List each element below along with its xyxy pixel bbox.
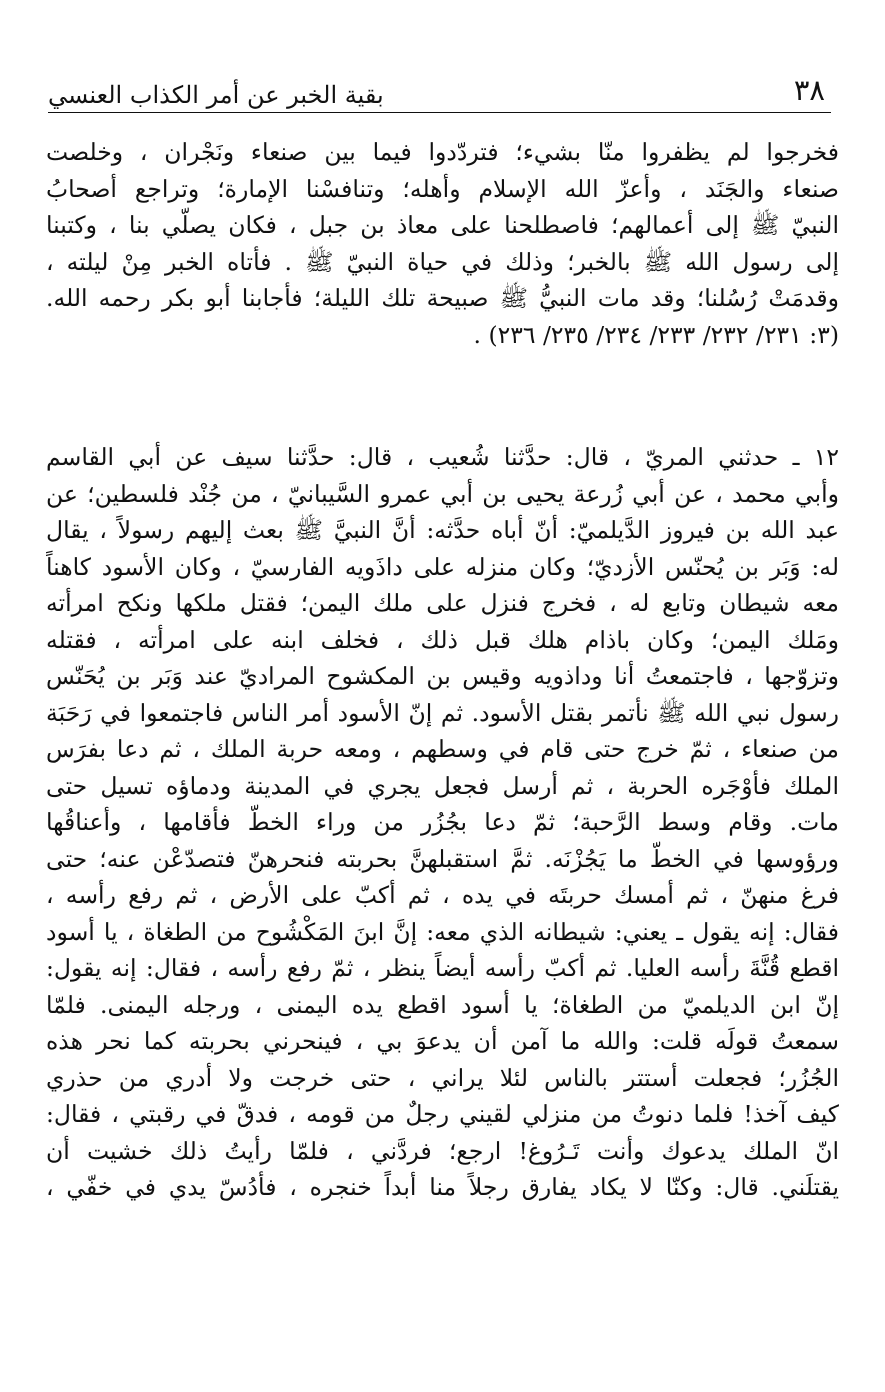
text-line: ومَلك اليمن؛ وكان باذام هلك قبل ذلك ، فخلف ابنه على امرأته ، فقتله: [46, 625, 839, 654]
text-line: وأبي محمد ، عن أبي زُرعة يحيى بن أبي عمرو السَّيبانيّ ، من جُنْد فلسطين؛ عن: [46, 479, 839, 508]
text-line: مات. وقام وسط الرَّحبة؛ ثمّ دعا بجُزُر من وراء الخطّ فأقامها ، وأعناقُها: [46, 808, 839, 836]
running-title: بقية الخبر عن أمر الكذاب العنسي: [48, 81, 384, 109]
text-line: ورؤوسها في الخطّ ما يَجُزْنَه. ثمَّ استقبلهنَّ بحربته فنحرهنّ فتصدّعْن عنه؛ حتى: [46, 844, 839, 873]
text-line: وتزوّجها ، فاجتمعتُ أنا وداذويه وقيس بن المكشوح المراديّ عند وَبَر بن يُحَنّس: [46, 662, 839, 690]
paragraph-12: [46, 439, 839, 1206]
text-line: كيف آخذ! فلما دنوتُ من منزلي لقيني رجلٌ من قومه ، فدقّ في رقبتي ، فقال:: [46, 1100, 839, 1128]
text-line: سمعتُ قولَه قلت: والله ما آمن أن يدعوَ بي ، فينحرني بحربته كما نحر هذه: [46, 1027, 839, 1055]
text-line: وقدمَتْ رُسُلنا؛ وقد مات النبيُّ ﷺ صبيحة تلك الليلة؛ فأجابنا أبو بكر رحمه الله.: [46, 284, 839, 312]
citation-line: (٣: ٢٣١/ ٢٣٢/ ٢٣٣/ ٢٣٤/ ٢٣٥/ ٢٣٦) .: [473, 320, 839, 349]
text-line: يقتلَني. قال: وكنّا لا يكاد يفارق رجلاً منا أبداً خنجره ، فأدُسّ يدي في خفّي ،: [46, 1173, 839, 1201]
text-line: فخرجوا لم يظفروا منّا بشيء؛ فتردّدوا فيما بين صنعاء ونَجْران ، وخلصت: [46, 138, 839, 166]
text-line: من صنعاء ، ثمّ خرج حتى قام في وسطهم ، ومعه حربة الملك ، ثم دعا بفرَس: [46, 735, 839, 763]
text-line: معه شيطان وتابع له ، فخرج فنزل على ملك اليمن؛ فقتل ملكها ونكح امرأته: [46, 589, 839, 617]
page-header: [48, 70, 831, 113]
page-number: ٣٨: [793, 73, 825, 107]
text-line: إنّ ابن الديلميّ من الطغاة؛ يا أسود اقطع يده اليمنى ، ورجله اليمنى. فلمّا: [46, 990, 839, 1019]
text-line: النبيّ ﷺ إلى أعمالهم؛ فاصطلحنا على معاذ بن جبل ، فكان يصلّي بنا ، وكتبنا: [46, 211, 839, 239]
text-line: فرغ منهنّ ، ثم أمسك حربتَه في يده ، ثم أكبّ على الأرض ، ثم رفع رأسه ،: [46, 881, 839, 909]
text-line: الملك فأوْجَره الحربة ، ثم أرسل فجعل يجري في المدينة ودماؤه تسيل حتى: [46, 771, 839, 800]
paragraph-continuation: [46, 134, 839, 353]
text-line: فقال: إنه يقول ـ يعني: شيطانه الذي معه: إنَّ ابنَ المَكْشُوح من الطغاة ، يا أسود: [46, 917, 839, 946]
text-line: إلى رسول الله ﷺ بالخبر؛ وذلك في حياة النبيّ ﷺ . فأتاه الخبر مِنْ ليلته ،: [46, 247, 839, 276]
text-line: ١٢ ـ حدثني المريّ ، قال: حدَّثنا شُعيب ، قال: حدَّثنا سيف عن أبي القاسم: [46, 443, 839, 471]
text-line: له: وَبَر بن يُحنّس الأزديّ؛ وكان منزله على داذَويه الفارسيّ ، وكان الأسود كاهناً: [46, 552, 839, 581]
text-line: صنعاء والجَنَد ، وأعزّ الله الإسلام وأهله؛ وتنافسْنا الإمارة؛ وتراجع أصحابُ: [46, 174, 839, 203]
text-line: رسول نبي الله ﷺ نأتمر بقتل الأسود. ثم إنّ الأسود أمر الناس فاجتمعوا في رَحَبَة: [46, 698, 839, 727]
text-line: عبد الله بن فيروز الدَّيلميّ: أنّ أباه حدَّثه: أنَّ النبيَّ ﷺ بعث إليهم رسولاً ، يقال: [46, 516, 839, 544]
text-line: اقطع قُنَّةَ رأسه العليا. ثم أكبّ رأسه أيضاً ينظر ، ثمّ رفع رأسه ، فقال: إنه يقول:: [46, 954, 839, 982]
text-line: الجُزُر؛ فجعلت أستتر بالناس لئلا يراني ، حتى خرجت ولا أدري من حذري: [46, 1063, 839, 1092]
text-line: انّ الملك يدعوك وأنت تَـرُوغ! ارجع؛ فردَّني ، فلمّا رأيتُ ذلك خشيت أن: [46, 1136, 839, 1165]
